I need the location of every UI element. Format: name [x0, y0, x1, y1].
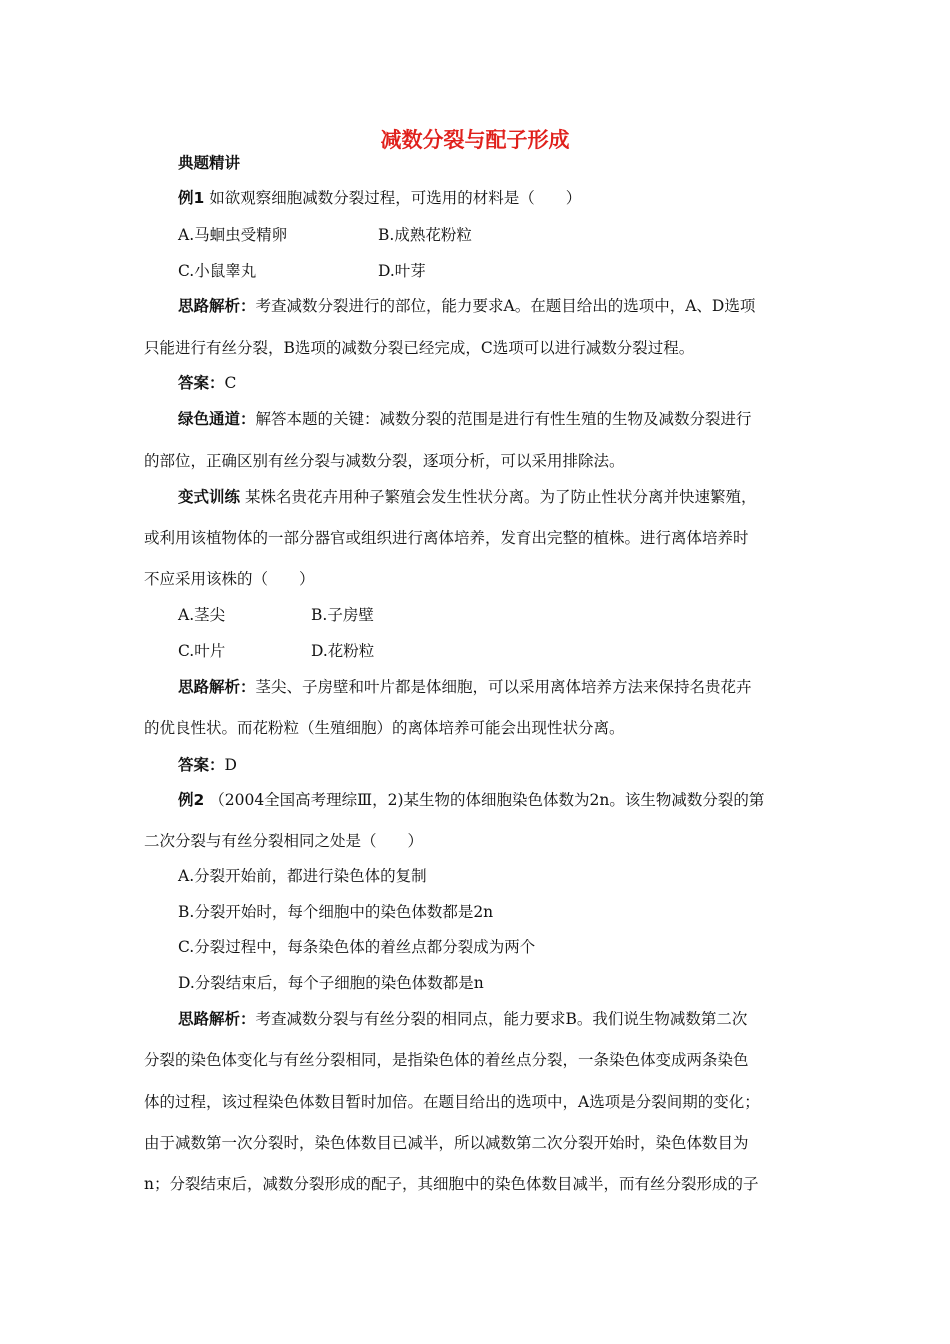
variant-analysis-line-2: 的优良性状。而花粉粒（生殖细胞）的离体培养可能会出现性状分离。: [144, 719, 625, 737]
example-2-analysis-line-4: 由于减数第一次分裂时，染色体数目已减半，所以减数第二次分裂开始时，染色体数目为: [144, 1134, 749, 1152]
example-2-analysis-line-3: 体的过程，该过程染色体数目暂时加倍。在题目给出的选项中，A选项是分裂间期的变化；: [144, 1093, 760, 1111]
variant-label: 变式训练: [178, 488, 241, 506]
example-1-option-c: C.小鼠睾丸: [178, 262, 257, 280]
variant-option-d: D.花粉粒: [311, 642, 375, 660]
variant-question-text: 某株名贵花卉用种子繁殖会发生性状分离。为了防止性状分离并快速繁殖，: [244, 488, 757, 506]
variant-question-line-1: [178, 487, 756, 507]
variant-question-line-2: 或利用该植物体的一部分器官或组织进行离体培养，发育出完整的植株。进行离体培养时: [144, 529, 749, 547]
example-1-option-d: D.叶芽: [378, 262, 426, 280]
analysis-text: 考查减数分裂进行的部位，能力要求A。在题目给出的选项中，A、D选项: [255, 297, 756, 315]
example-2-analysis-line-1: [178, 1009, 747, 1029]
answer-value: C: [224, 374, 237, 392]
example-2-question-text: （2004全国高考理综Ⅲ，2)某生物的体细胞染色体数为2n。该生物减数分裂的第: [209, 791, 765, 809]
analysis-text: 茎尖、子房壁和叶片都是体细胞，可以采用离体培养方法来保持名贵花卉: [255, 678, 752, 696]
answer-label: 答案：: [178, 374, 225, 392]
example-1-analysis-line-2: 只能进行有丝分裂，B选项的减数分裂已经完成，C选项可以进行减数分裂过程。: [144, 339, 695, 357]
example-2-option-b: B.分裂开始时，每个细胞中的染色体数都是2n: [178, 903, 494, 921]
variant-option-b: B.子房壁: [311, 606, 374, 624]
example-2-analysis-line-5: n；分裂结束后，减数分裂形成的配子，其细胞中的染色体数目减半，而有丝分裂形成的子: [144, 1175, 759, 1193]
example-1-option-a: A.马蛔虫受精卵: [178, 226, 288, 244]
example-2-option-a: A.分裂开始前，都进行染色体的复制: [178, 867, 427, 885]
example-2-analysis-line-2: 分裂的染色体变化与有丝分裂相同，是指染色体的着丝点分裂，一条染色体变成两条染色: [144, 1051, 749, 1069]
analysis-label: 思路解析：: [178, 678, 256, 696]
example-1-question-text: 如欲观察细胞减数分裂过程，可选用的材料是（ ）: [209, 189, 582, 207]
example-1-label: 例1: [178, 189, 205, 207]
example-1-options-row-1: [178, 225, 287, 245]
example-2-question-line-2: 二次分裂与有丝分裂相同之处是（ ）: [144, 832, 424, 850]
green-channel-line-1: [178, 409, 752, 429]
analysis-text: 考查减数分裂与有丝分裂的相同点，能力要求B。我们说生物减数第二次: [255, 1010, 748, 1028]
answer-label: 答案：: [178, 756, 225, 774]
analysis-label: 思路解析：: [178, 297, 256, 315]
example-1-analysis-line-1: [178, 296, 755, 316]
variant-question-line-3: 不应采用该株的（ ）: [144, 570, 315, 588]
variant-answer: [178, 755, 237, 775]
example-1-answer: [178, 373, 236, 393]
answer-value: D: [224, 756, 237, 774]
section-heading: 典题精讲: [178, 154, 241, 172]
example-1-question: [178, 188, 581, 208]
example-2-option-d: D.分裂结束后，每个子细胞的染色体数都是n: [178, 974, 484, 992]
example-2-question-line-1: [178, 790, 764, 810]
example-2-label: 例2: [178, 791, 205, 809]
variant-option-c: C.叶片: [178, 642, 226, 660]
page-title: 减数分裂与配子形成: [380, 128, 570, 152]
analysis-label: 思路解析：: [178, 1010, 256, 1028]
variant-analysis-line-1: [178, 677, 752, 697]
green-channel-line-2: 的部位，正确区别有丝分裂与减数分裂，逐项分析，可以采用排除法。: [144, 452, 625, 470]
example-2-option-c: C.分裂过程中，每条染色体的着丝点都分裂成为两个: [178, 938, 536, 956]
green-channel-label: 绿色通道：: [178, 410, 256, 428]
variant-option-a: A.茎尖: [178, 606, 226, 624]
example-1-option-b: B.成熟花粉粒: [378, 226, 472, 244]
green-channel-text: 解答本题的关键：减数分裂的范围是进行有性生殖的生物及减数分裂进行: [255, 410, 752, 428]
